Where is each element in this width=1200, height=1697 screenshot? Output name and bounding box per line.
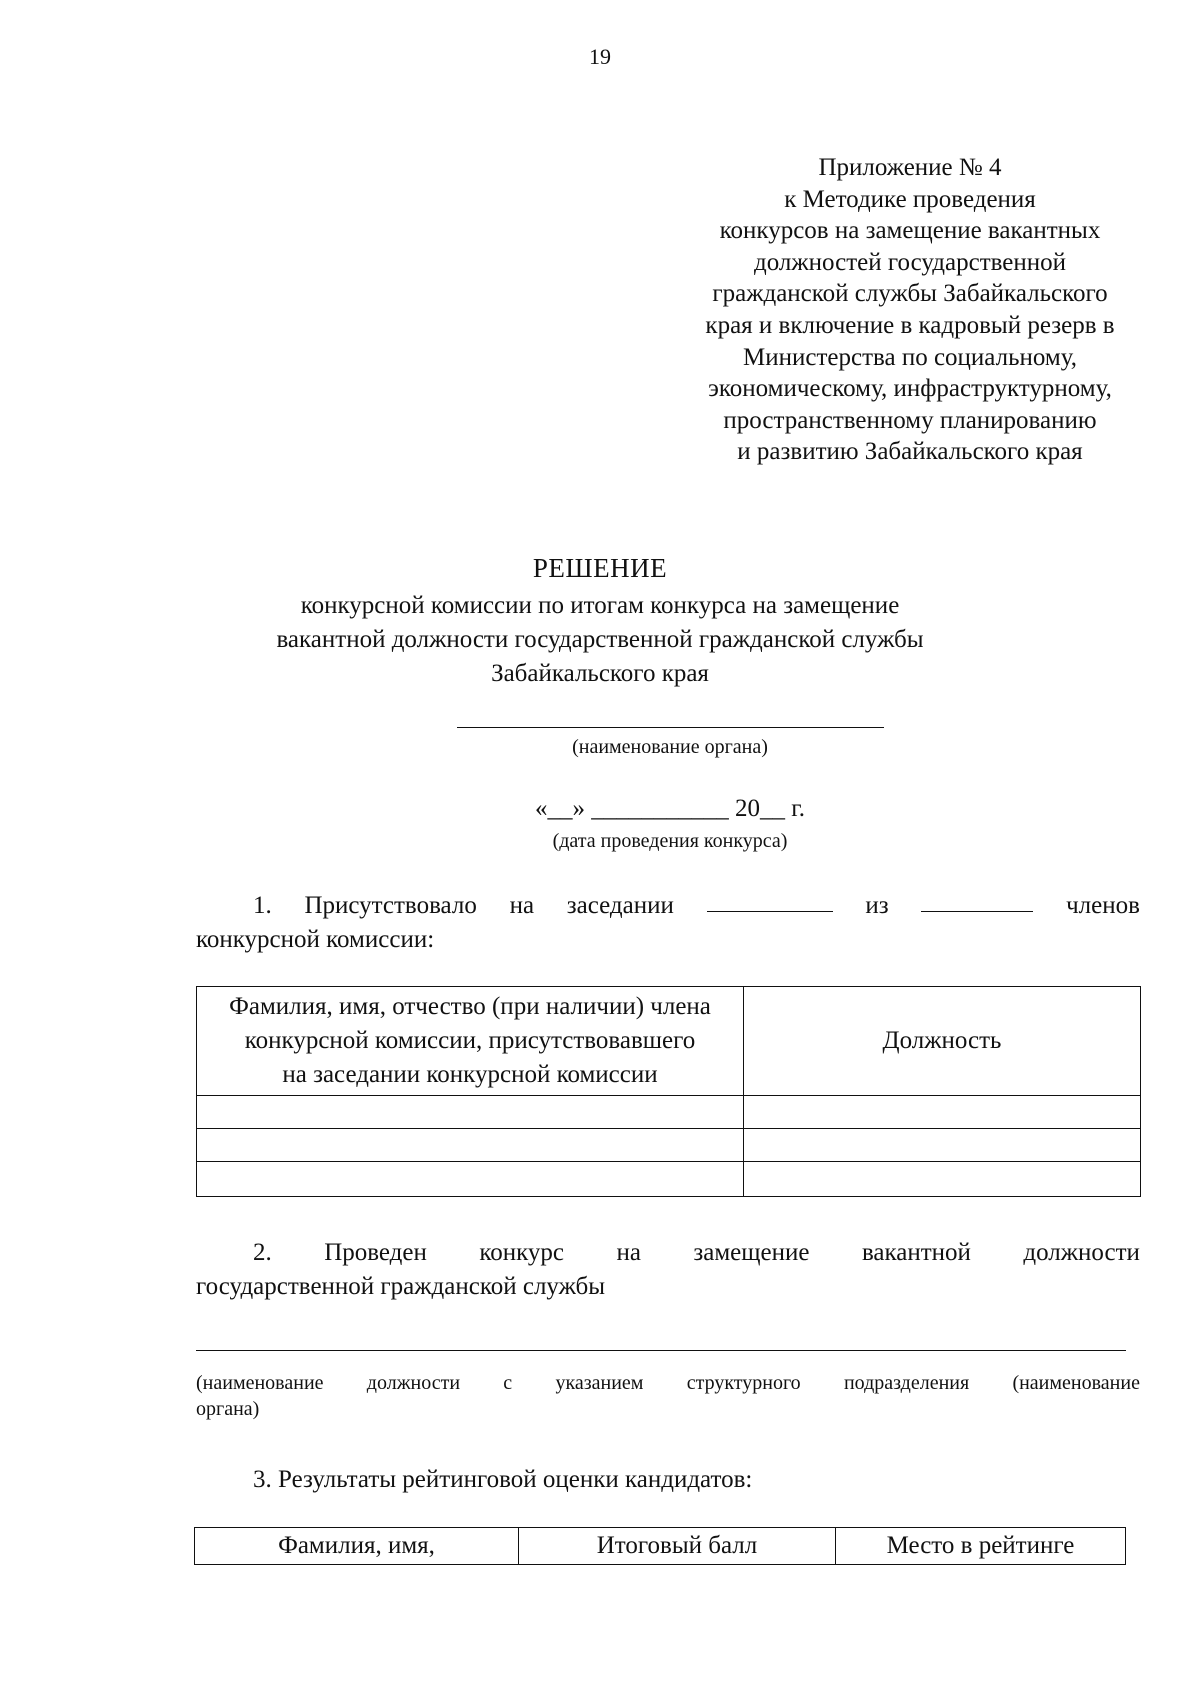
appendix-line: экономическому, инфраструктурному, bbox=[708, 375, 1112, 403]
section-1-word: Присутствовало bbox=[304, 892, 477, 919]
note-word: указанием bbox=[555, 1372, 644, 1394]
subtitle-line: вакантной должности государственной гражданской службы bbox=[276, 626, 924, 653]
appendix-line: должностей государственной bbox=[753, 248, 1067, 276]
appendix-line: конкурсов на замещение вакантных bbox=[719, 217, 1101, 245]
section-2-line-2: государственной гражданской службы bbox=[196, 1273, 606, 1300]
note-word: должности bbox=[366, 1372, 461, 1394]
header-position: Должность bbox=[744, 987, 1141, 1096]
appendix-header bbox=[600, 152, 1200, 468]
appendix-line: Приложение № 4 bbox=[818, 154, 1002, 181]
note-word: подразделения bbox=[843, 1372, 970, 1394]
member-name-cell[interactable] bbox=[197, 1162, 744, 1197]
member-name-cell[interactable] bbox=[197, 1129, 744, 1162]
rating-table bbox=[194, 1527, 1126, 1565]
subtitle-line: конкурсной комиссии по итогам конкурса на замещение bbox=[300, 592, 900, 619]
section-2-word: на bbox=[616, 1239, 641, 1266]
member-position-cell[interactable] bbox=[744, 1096, 1141, 1129]
header-member-name bbox=[197, 987, 744, 1096]
body-name-caption: (наименование органа) bbox=[572, 736, 768, 758]
position-name-field[interactable] bbox=[196, 1350, 1126, 1351]
section-2-number: 2. bbox=[253, 1239, 272, 1266]
present-count-field[interactable] bbox=[707, 889, 833, 912]
header-line: на заседании конкурсной комиссии bbox=[282, 1061, 658, 1088]
section-2-word: должности bbox=[1023, 1239, 1140, 1266]
section-1-word: заседании bbox=[566, 892, 674, 919]
note-word: (наименование bbox=[196, 1372, 324, 1394]
appendix-line: к Методике проведения bbox=[784, 185, 1036, 213]
section-1-line-1 bbox=[196, 889, 1140, 923]
appendix-line: и развитию Забайкальского края bbox=[737, 438, 1083, 466]
note-word: с bbox=[503, 1372, 513, 1394]
member-position-cell[interactable] bbox=[744, 1129, 1141, 1162]
appendix-line: края и включение в кадровый резерв в bbox=[705, 311, 1115, 339]
members-table-header-row bbox=[197, 987, 1141, 1096]
page-number: 19 bbox=[589, 44, 611, 69]
appendix-line: Министерства по социальному, bbox=[743, 343, 1077, 371]
header-line: конкурсной комиссии, присутствовавшего bbox=[244, 1027, 696, 1054]
rating-header-place: Место в рейтинге bbox=[836, 1528, 1126, 1565]
body-name-field[interactable] bbox=[457, 727, 884, 728]
note-word: (наименование bbox=[1012, 1372, 1140, 1394]
table-row bbox=[197, 1162, 1141, 1197]
note-word: структурного bbox=[686, 1372, 801, 1394]
section-3-heading: 3. Результаты рейтинговой оценки кандидатов: bbox=[253, 1466, 753, 1493]
section-2-word: конкурс bbox=[479, 1239, 564, 1266]
section-1 bbox=[196, 889, 1140, 957]
section-2-word: вакантной bbox=[861, 1239, 971, 1266]
section-1-number: 1. bbox=[253, 892, 272, 919]
member-name-cell[interactable] bbox=[197, 1096, 744, 1129]
section-1-word: из bbox=[865, 892, 889, 919]
section-2-line-1 bbox=[196, 1236, 1140, 1270]
document-title: РЕШЕНИЕ bbox=[532, 553, 668, 583]
total-members-field[interactable] bbox=[921, 889, 1033, 912]
contest-date-caption: (дата проведения конкурса) bbox=[552, 830, 788, 852]
table-row bbox=[197, 1129, 1141, 1162]
members-table bbox=[196, 986, 1141, 1197]
appendix-line: гражданской службы Забайкальского bbox=[712, 280, 1108, 308]
section-2-word: замещение bbox=[693, 1239, 810, 1266]
section-2 bbox=[196, 1236, 1140, 1304]
section-1-word: членов bbox=[1066, 892, 1140, 919]
rating-header-score: Итоговый балл bbox=[519, 1528, 836, 1565]
document-subtitle bbox=[200, 589, 1000, 691]
subtitle-line: Забайкальского края bbox=[491, 660, 709, 687]
section-1-line-2: конкурсной комиссии: bbox=[196, 926, 435, 953]
note-line-2: органа) bbox=[196, 1398, 260, 1420]
rating-table-header-row bbox=[195, 1528, 1126, 1565]
header-line: Фамилия, имя, отчество (при наличии) члена bbox=[229, 993, 711, 1020]
contest-date-field[interactable]: «__» ___________ 20__ г. bbox=[535, 795, 805, 822]
position-name-note bbox=[196, 1370, 1140, 1422]
member-position-cell[interactable] bbox=[744, 1162, 1141, 1197]
rating-header-name: Фамилия, имя, bbox=[195, 1528, 519, 1565]
section-1-word: на bbox=[509, 892, 535, 919]
section-2-word: Проведен bbox=[324, 1239, 427, 1266]
table-row bbox=[197, 1096, 1141, 1129]
appendix-line: пространственному планированию bbox=[723, 406, 1097, 434]
note-line-1 bbox=[196, 1370, 1140, 1396]
